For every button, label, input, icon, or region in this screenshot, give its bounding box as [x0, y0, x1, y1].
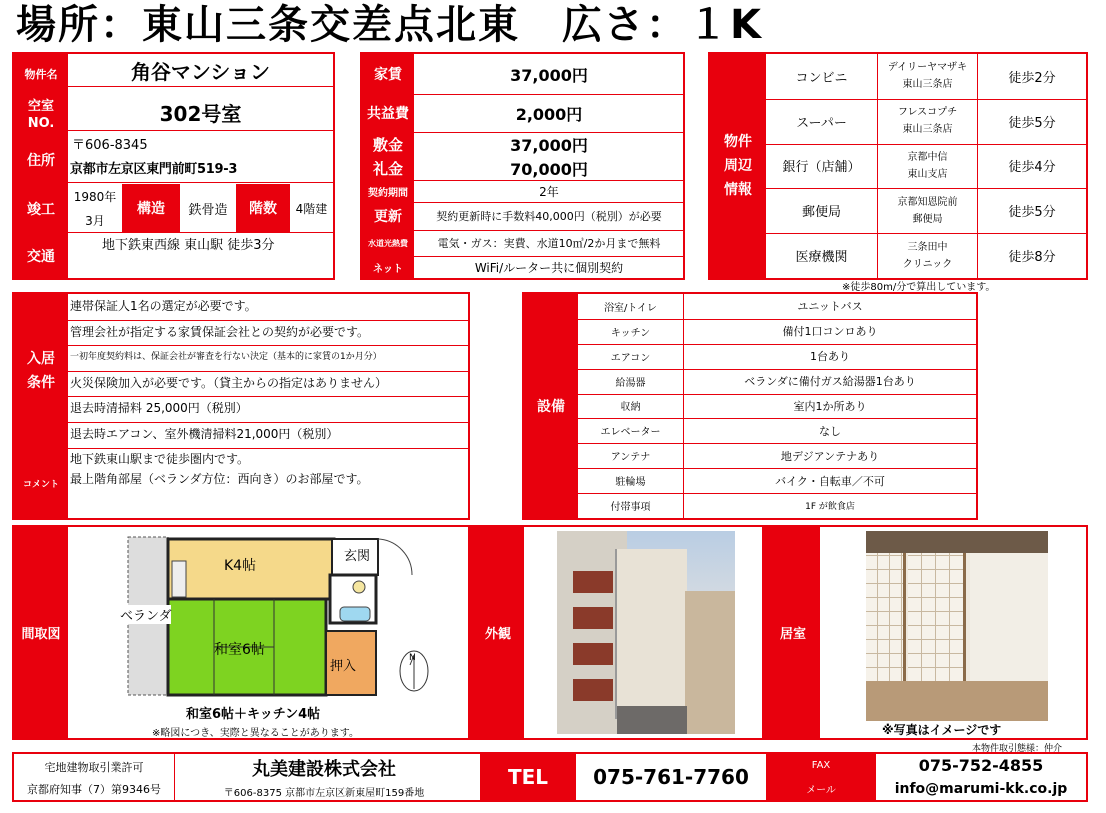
floorplan-label: 間取図 [14, 527, 68, 738]
built-year: 1980年 [73, 189, 117, 204]
property-name: 角谷マンション [130, 59, 271, 84]
nearby-category: 医療機関 [766, 233, 878, 278]
net-label: ネット [362, 256, 414, 278]
condition-item: 一初年度契約料は、保証会社が審査を行ない決定（基本的に家賃の1か月分） [70, 352, 382, 363]
equipment-name: 収納 [578, 394, 684, 419]
nearby-place: 京都中信 東山支店 [878, 144, 978, 189]
nearby-walk: 徒歩5分 [1008, 115, 1056, 131]
equipment-name: キッチン [578, 319, 684, 344]
renewal-label: 更新 [362, 202, 414, 230]
license-number: 京都府知事（7）第9346号 [27, 783, 161, 796]
nearby-category: 銀行（店舗） [766, 144, 878, 189]
exterior-photo [557, 531, 735, 734]
nearby-walk: 徒歩5分 [1008, 205, 1056, 221]
company-address: 〒606-8375 京都市左京区新東屋町159番地 [223, 787, 425, 799]
equipment-name: アンテナ [578, 443, 684, 468]
equipment-value: 備付1口コンロあり [782, 325, 878, 339]
equipment-label: 設備 [524, 294, 578, 518]
equipment-value: なし [819, 424, 841, 438]
key-money-label: 礼金 [362, 156, 414, 180]
conditions-info [12, 292, 470, 520]
conditions-label: 入居条件 [14, 294, 68, 448]
nearby-category: 郵便局 [766, 188, 878, 233]
equipment-name: 付帯事項 [578, 493, 684, 518]
equipment-value: 地デジアンテナあり [780, 449, 880, 463]
north-marker: N [409, 653, 416, 663]
renewal-value: 契約更新時に手数料40,000円（税別）が必要 [436, 210, 662, 223]
built-month: 3月 [85, 213, 105, 228]
deposit-value: 37,000円 [510, 135, 588, 155]
email-value[interactable]: info@marumi-kk.co.jp [894, 780, 1068, 797]
rent-value: 37,000円 [510, 65, 588, 85]
structure: 鉄骨造 [188, 202, 228, 218]
utilities-value: 電気・ガス：実費、水道10㎥/2か月まで無料 [437, 237, 661, 250]
net-value: WiFi/ルーター共に個別契約 [474, 260, 624, 275]
deposit-label: 敷金 [362, 132, 414, 156]
nearby-place: フレスコプチ 東山三条店 [878, 99, 978, 144]
common-fee-value: 2,000円 [515, 104, 583, 124]
walk-note: ※徒歩80m/分で算出しています。 [842, 282, 996, 293]
tel-label: TEL [480, 754, 576, 800]
kitchen-label: K4帖 [224, 558, 257, 574]
entrance-label: 玄関 [344, 549, 371, 564]
property-info [12, 52, 335, 280]
cost-info [360, 52, 685, 280]
exterior-label: 外観 [472, 527, 524, 738]
built-label: 竣工 [14, 184, 68, 234]
term-label: 契約期間 [362, 180, 414, 202]
comment-line: 最上階角部屋（ベランダ方位：西向き）のお部屋です。 [70, 472, 369, 486]
postal-code: 〒606-8345 [72, 138, 148, 153]
nearby-label: 物件周辺情報 [710, 54, 766, 278]
address-label: 住所 [14, 136, 68, 184]
utilities-label: 水道光熱費 [362, 230, 414, 256]
washitsu-label: 和室6帖 [214, 642, 265, 658]
equipment-value: 室内1か所あり [793, 399, 867, 413]
equipment-value: ベランダに備付ガス給湯器1台あり [744, 375, 916, 389]
veranda-label: ベランダ [120, 605, 171, 624]
nearby-walk: 徒歩4分 [1008, 160, 1056, 176]
equipment-value: バイク・自転車／不可 [775, 474, 885, 488]
license-title: 宅地建物取引業許可 [44, 761, 144, 774]
bathtub [340, 607, 370, 621]
condition-item: 管理会社が指定する家賃保証会社との契約が必要です。 [70, 324, 370, 339]
comment-line: 地下鉄東山駅まで徒歩圏内です。 [70, 452, 250, 466]
fax-value: 075-752-4855 [918, 756, 1044, 775]
term-value: 2年 [539, 184, 559, 199]
interior-panel [764, 525, 1088, 740]
company-name: 丸美建設株式会社 [252, 759, 396, 780]
transaction-note: 本物件取引態様：仲介 [972, 744, 1063, 754]
comment-label: コメント [14, 448, 68, 518]
room-label: 空室NO. [14, 94, 68, 136]
condition-item: 火災保険加入が必要です。（貸主からの指定はありません） [70, 375, 388, 390]
floors: 4階建 [295, 201, 328, 216]
floorplan-caption: 和室6帖＋キッチン4帖 [186, 707, 321, 722]
closet-label: 押入 [330, 659, 357, 674]
equipment-value: ユニットバス [797, 300, 863, 314]
exterior-panel [470, 525, 764, 740]
common-fee-label: 共益費 [362, 94, 414, 132]
key-money-value: 70,000円 [510, 159, 588, 179]
equipment-name: エレベーター [578, 418, 684, 443]
floorplan-note: ※略図につき、実際と異なることがあります。 [152, 728, 359, 739]
footer [12, 752, 1088, 802]
page-title: 場所：東山三条交差点北東 広さ：１K [16, 2, 763, 48]
nearby-place: 三条田中 クリニック [878, 233, 978, 278]
photo-note: ※写真はイメージです [882, 723, 1002, 737]
transit-label: 交通 [14, 234, 68, 278]
equipment-name: 浴室/トイレ [578, 294, 684, 319]
equipment-name: エアコン [578, 344, 684, 369]
room-number: 302号室 [159, 101, 242, 126]
nearby-place: デイリーヤマザキ 東山三条店 [878, 54, 978, 99]
equipment-info [522, 292, 978, 520]
transit: 地下鉄東西線 東山駅 徒歩3分 [102, 238, 275, 253]
name-label: 物件名 [14, 54, 68, 94]
equipment-value: 1台あり [810, 350, 850, 364]
address: 京都市左京区東門前町519-3 [70, 162, 238, 177]
nearby-walk: 徒歩8分 [1008, 250, 1056, 266]
nearby-category: コンビニ [766, 54, 878, 99]
floorplan-panel [12, 525, 470, 740]
condition-item: 退去時清掃料 25,000円（税別） [70, 401, 248, 416]
nearby-walk: 徒歩2分 [1008, 70, 1056, 86]
rent-label: 家賃 [362, 54, 414, 94]
condition-item: 退去時エアコン、室外機清掃料21,000円（税別） [70, 427, 339, 441]
floors-label: 階数 [236, 184, 290, 232]
interior-label: 居室 [766, 527, 820, 738]
interior-photo [866, 531, 1048, 721]
structure-label: 構造 [122, 184, 180, 232]
nearby-place: 京都知恩院前 郵便局 [878, 188, 978, 233]
nearby-category: スーパー [766, 99, 878, 144]
tel-value[interactable]: 075-761-7760 [593, 765, 749, 789]
mail-label: メール [766, 777, 876, 800]
equipment-value: 1F が飲食店 [805, 502, 855, 513]
nearby-info [708, 52, 1088, 280]
equipment-name: 給湯器 [578, 369, 684, 394]
condition-item: 連帯保証人1名の選定が必要です。 [70, 299, 257, 313]
fax-label: FAX [766, 754, 876, 777]
equipment-name: 駐輪場 [578, 468, 684, 493]
